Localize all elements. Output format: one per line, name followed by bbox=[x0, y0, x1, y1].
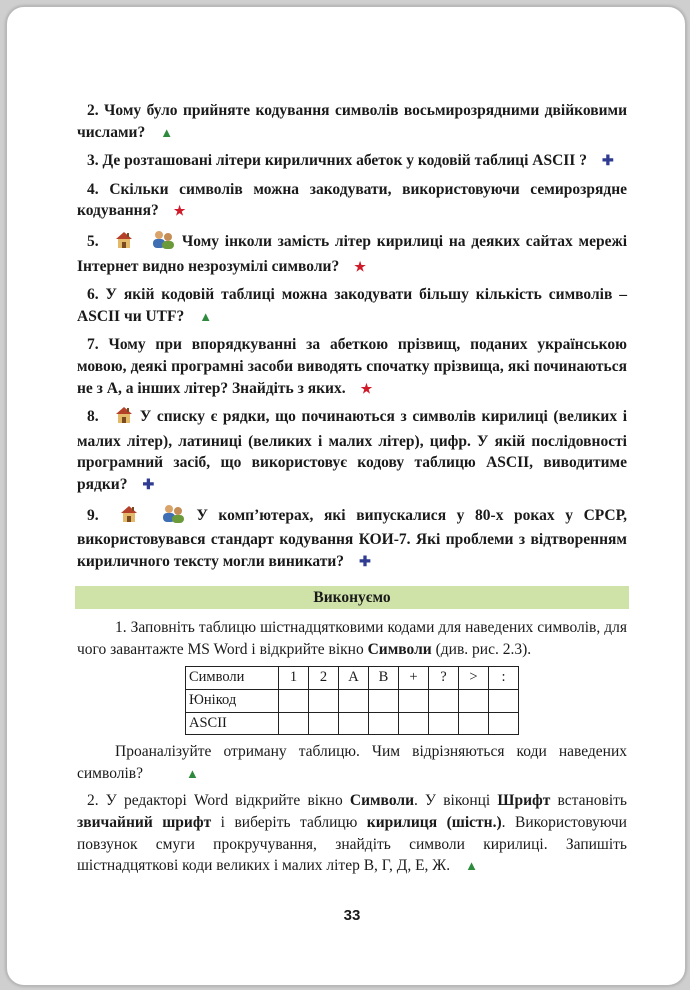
question-text: Скільки символів можна закодувати, використовуючи семирозрядне кодування? bbox=[77, 180, 628, 220]
task-2-text bbox=[77, 790, 627, 876]
content-area bbox=[77, 100, 627, 877]
task-2-t1: 2. У редакторі Word відкрийте вікно bbox=[87, 792, 350, 810]
table-row bbox=[186, 690, 519, 713]
house-icon bbox=[104, 406, 134, 431]
question-item bbox=[77, 229, 627, 277]
question-item bbox=[77, 284, 627, 327]
question-number: 9. bbox=[87, 506, 99, 524]
table-row-label: Юнікод bbox=[186, 690, 279, 713]
table-cell bbox=[459, 690, 489, 713]
task-1-symbols-window: Символи bbox=[367, 640, 432, 658]
task-1-question-text: Проаналізуйте отриману таблицю. Чим відрізняються коди наведених символів? bbox=[77, 743, 627, 782]
table-symbol: B bbox=[369, 667, 399, 690]
table-cell bbox=[279, 690, 309, 713]
star-icon: ★ bbox=[360, 380, 373, 396]
question-item bbox=[77, 150, 627, 172]
question-number: 3. bbox=[87, 152, 99, 170]
table-cell bbox=[339, 712, 369, 735]
triangle-icon: ▲ bbox=[199, 308, 213, 324]
table-cell bbox=[489, 690, 519, 713]
page-number: 33 bbox=[343, 907, 361, 924]
star-icon: ★ bbox=[354, 258, 366, 274]
task-1-text bbox=[77, 617, 627, 660]
triangle-icon: ▲ bbox=[160, 124, 174, 140]
task-2-t3: встановіть bbox=[550, 792, 627, 810]
section-header: Виконуємо bbox=[75, 586, 629, 609]
question-number: 8. bbox=[87, 408, 99, 426]
plus-icon: ✚ bbox=[142, 477, 155, 493]
task-2-b4: кирилиця (шістн.) bbox=[366, 814, 502, 832]
question-text: Де розташовані літери кириличних абеток у кодовій таблиці ASCII ? bbox=[102, 152, 587, 170]
triangle-icon: ▲ bbox=[185, 765, 199, 781]
question-item bbox=[77, 100, 627, 143]
question-item bbox=[77, 179, 627, 222]
people-icon bbox=[140, 229, 176, 256]
house-icon bbox=[109, 505, 139, 530]
task-1-part2: (див. рис. 2.3). bbox=[431, 640, 532, 658]
question-item bbox=[77, 503, 627, 573]
question-number: 4. bbox=[87, 180, 99, 198]
table-cell bbox=[429, 712, 459, 735]
task-2-b2: Шрифт bbox=[497, 792, 551, 810]
table-cell bbox=[369, 712, 399, 735]
question-number: 2. bbox=[87, 102, 99, 119]
questions-list bbox=[77, 100, 627, 572]
task-1-part1: 1. Заповніть таблицю шістнадцятковими кодами для наведених символів, для чого завантажте MS Word і відкрийте вікно bbox=[77, 619, 627, 658]
task-2-t4: і виберіть таблицю bbox=[211, 814, 367, 832]
task-1-question bbox=[77, 741, 627, 784]
table-row bbox=[186, 667, 519, 690]
task-2-b3: звичайний шрифт bbox=[77, 814, 212, 832]
plus-icon: ✚ bbox=[359, 554, 371, 570]
triangle-icon: ▲ bbox=[465, 858, 478, 874]
house-icon bbox=[104, 231, 134, 256]
question-number: 6. bbox=[87, 286, 99, 304]
table-symbol: 1 bbox=[279, 667, 309, 690]
question-number: 7. bbox=[87, 336, 99, 354]
table-header-label: Символи bbox=[186, 667, 279, 690]
table-cell bbox=[459, 712, 489, 735]
question-text: Чому інколи замість літер кирилиці на деяких сайтах мережі Інтернет видно незрозумілі символи? bbox=[77, 232, 627, 275]
table-cell bbox=[339, 690, 369, 713]
table-symbol: ? bbox=[429, 667, 459, 690]
table-row bbox=[186, 712, 519, 735]
table-symbol: : bbox=[489, 667, 519, 690]
table-cell bbox=[489, 712, 519, 735]
table-symbol: + bbox=[399, 667, 429, 690]
question-text: У списку є рядки, що починаються з символів кирилиці (великих і малих літер), латиниці (великих і малих літер), цифр. У якій послідовності програмний засіб, що використовує кодову таблицю ASCII, виводитиме рядки? bbox=[77, 408, 628, 493]
question-text: У якій кодовій таблиці можна закодувати більшу кількість символів – ASCII чи UTF? bbox=[77, 286, 627, 325]
table-cell bbox=[369, 690, 399, 713]
table-symbol: A bbox=[339, 667, 369, 690]
table-cell bbox=[429, 690, 459, 713]
people-icon bbox=[150, 503, 186, 530]
question-text: Чому було прийняте кодування символів восьмирозрядними двійковими числами? bbox=[77, 102, 628, 141]
question-item bbox=[77, 406, 627, 495]
table-cell bbox=[399, 712, 429, 735]
page-sheet bbox=[6, 6, 686, 986]
task-2-t2: . У віконці bbox=[414, 792, 498, 810]
star-icon: ★ bbox=[173, 203, 186, 219]
table-cell bbox=[279, 712, 309, 735]
table-cell bbox=[309, 690, 339, 713]
table-cell bbox=[399, 690, 429, 713]
table-symbol: > bbox=[459, 667, 489, 690]
table-cell bbox=[309, 712, 339, 735]
question-text: Чому при впорядкуванні за абеткою прізвищ, поданих українською мовою, деякі програмні засоби виводять спочатку прізвища, які починаються не з А, а інших літер? Знайдіть з яких. bbox=[77, 336, 628, 397]
table-symbol: 2 bbox=[309, 667, 339, 690]
table-row-label: ASCII bbox=[186, 712, 279, 735]
question-item bbox=[77, 334, 627, 399]
task-2-b1: Символи bbox=[349, 792, 414, 810]
plus-icon: ✚ bbox=[601, 154, 614, 170]
question-text: У комп’ютерах, які випускалися у 80-х роках у СРСР, використовувався стандарт кодування КОИ-7. Які проблеми з відтворенням кириличного тексту могли виникати? bbox=[77, 506, 628, 570]
task-2-t5: . Використовуючи повзунок смуги прокручування, знайдіть символи кирилиці. Запишіть шістнадцяткові коди великих і малих літер В, Г, Д, Е, Ж. bbox=[77, 814, 627, 875]
question-number: 5. bbox=[87, 232, 99, 250]
codes-table bbox=[185, 666, 519, 735]
